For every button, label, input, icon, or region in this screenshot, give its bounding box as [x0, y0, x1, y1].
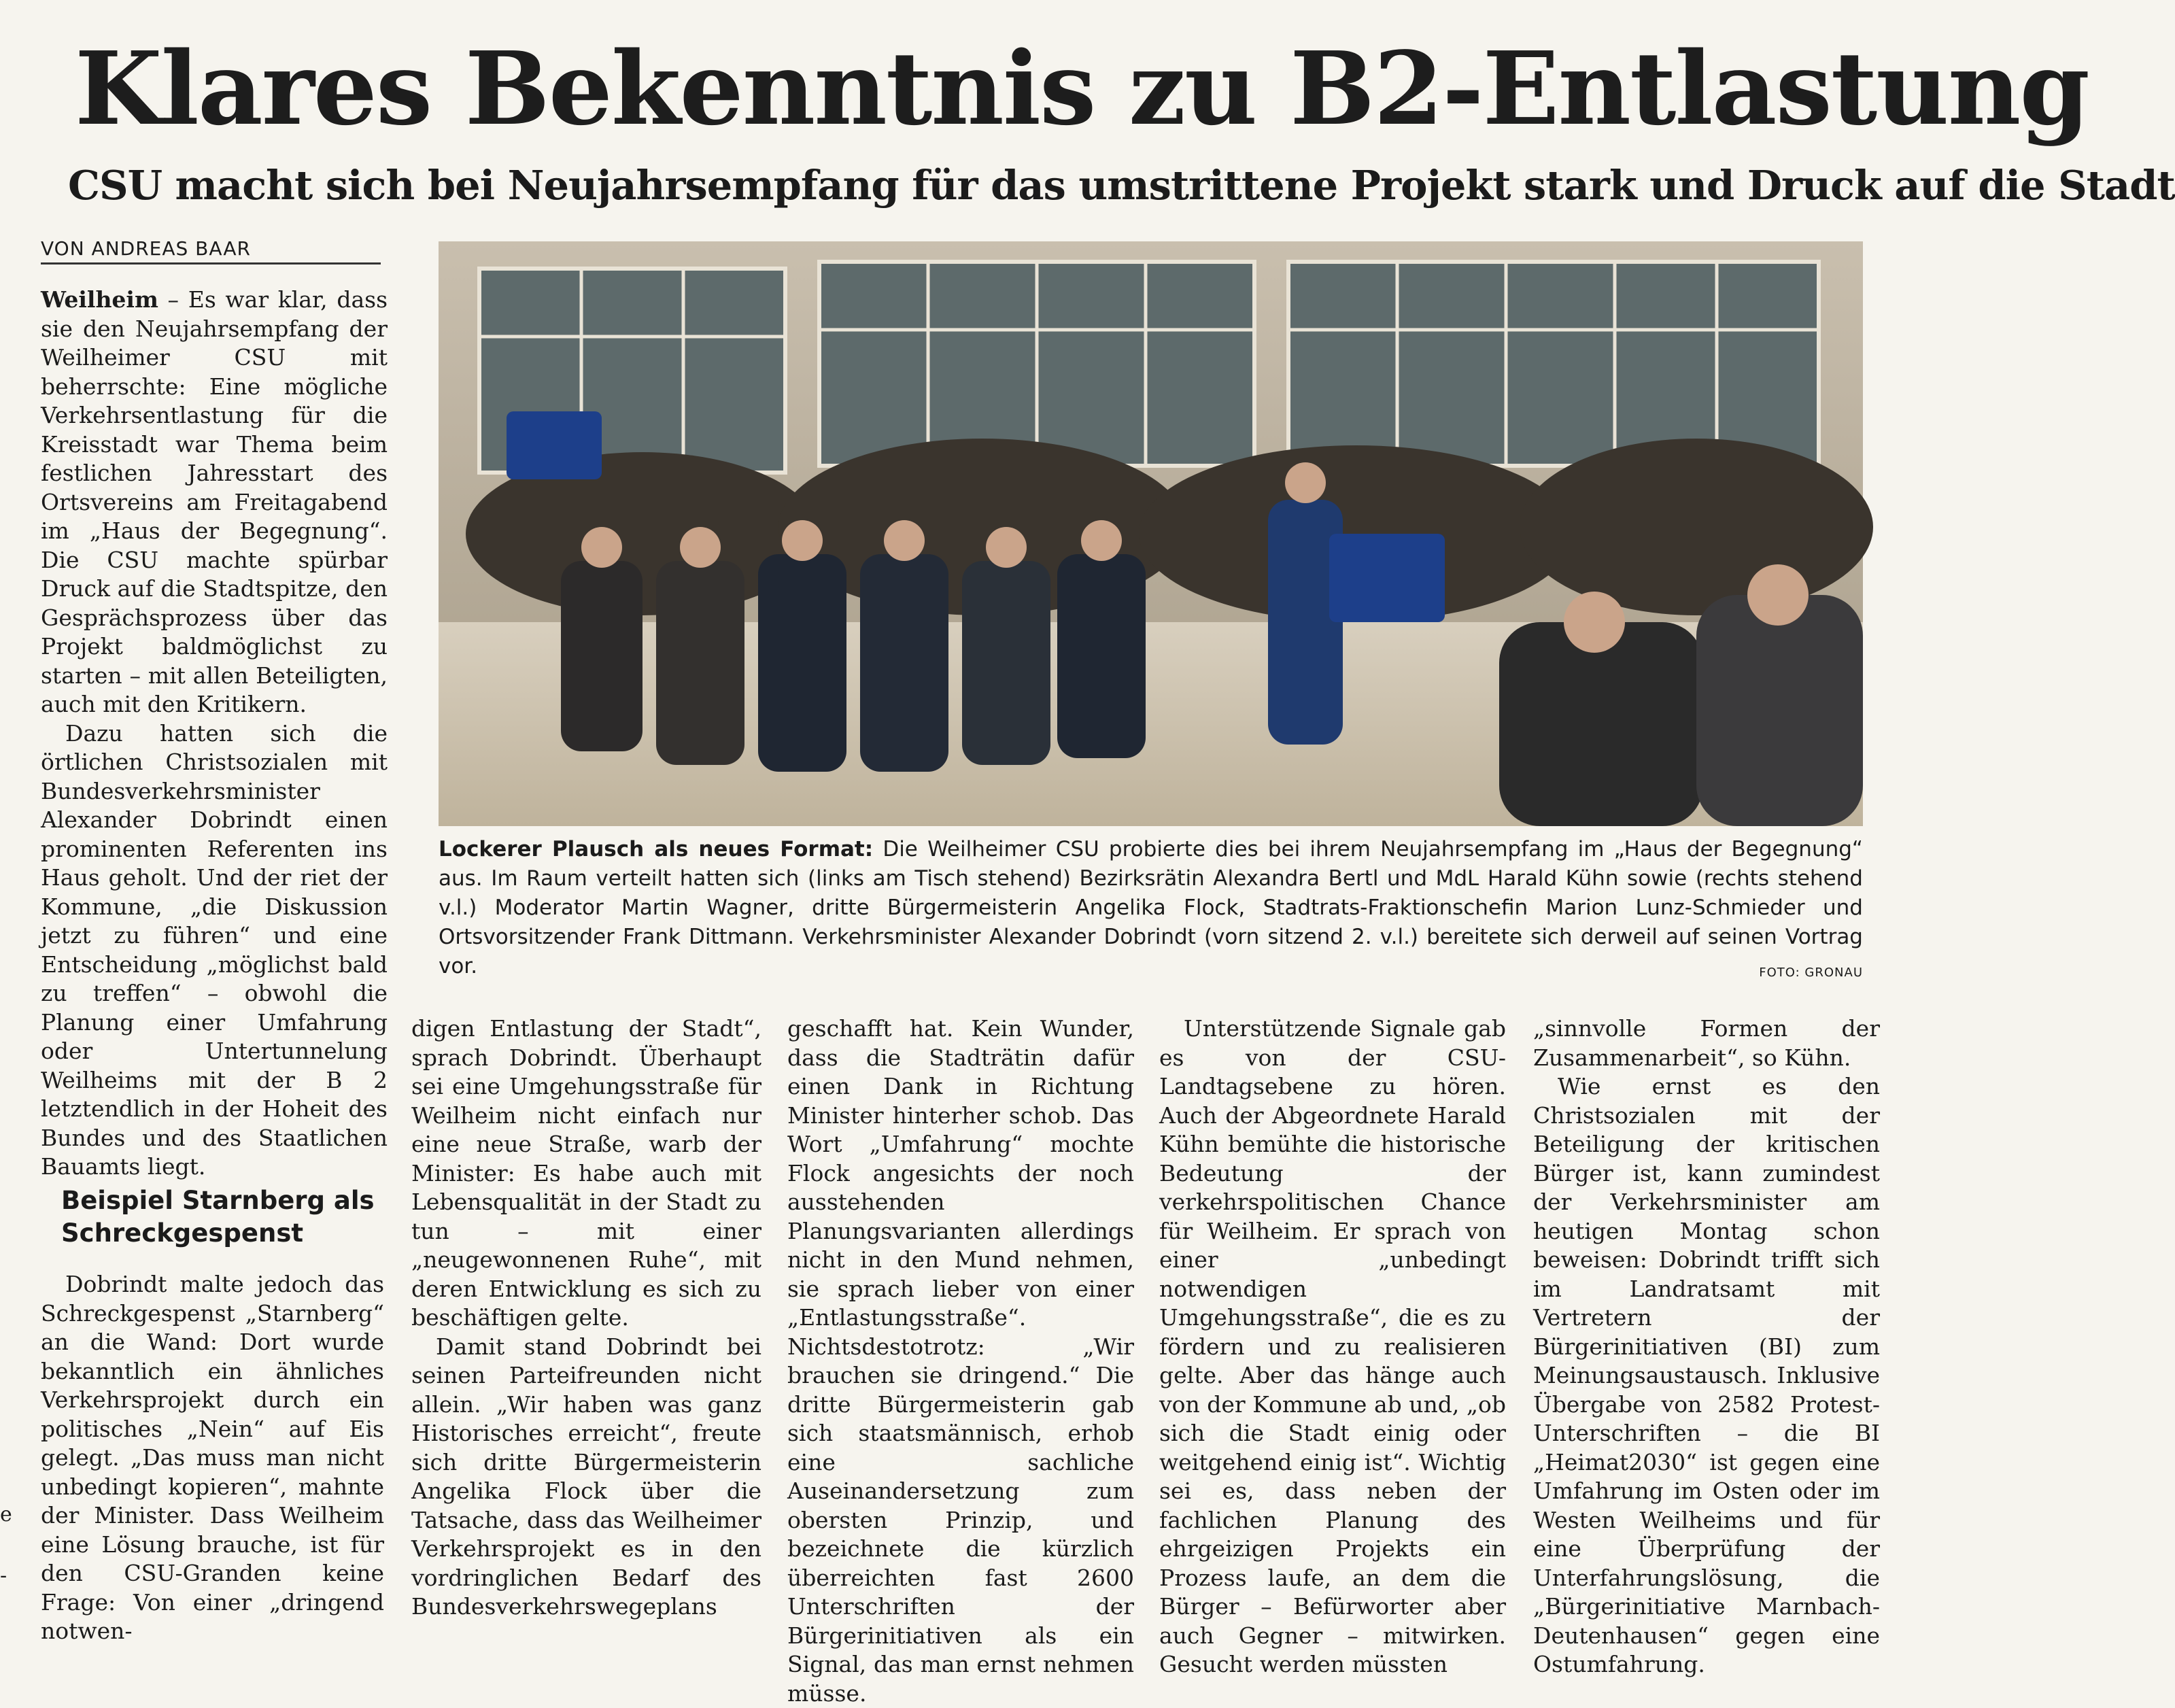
dateline: Weilheim: [41, 286, 158, 313]
caption-lead: Lockerer Plausch als neues Format:: [439, 837, 874, 861]
column-3-paragraph-1: geschafft hat. Kein Wunder, dass die Stadträtin dafür einen Dank in Richtung Minister hinterher schob. Das Wort „Umfahrung“ mochte Flock angesichts der noch ausstehenden Planungsvarianten allerdings nicht in den Mund nehmen, sie sprach lieber von einer „Entlastungsstraße“. Nichtsdestotrotz: „Wir brauchen sie dringend.“ Die dritte Bürgermeisterin gab sich staatsmännisch, erhob eine sachliche Auseinandersetzung zum obersten Prinzip, und bezeichnete die kürzlich überreichten fast 2600 Unterschriften der Bürgerinitiativen als ein Signal, das man ernst nehmen müsse.: [787, 1015, 1134, 1707]
headline: Klares Bekenntnis zu B2-Entlastung: [75, 29, 2089, 148]
column-5: [1533, 1014, 1880, 1679]
intro-paragraph: [41, 286, 388, 719]
subheadline: CSU macht sich bei Neujahrsempfang für das umstrittene Projekt stark und Druck auf die Stadt: [68, 162, 2175, 209]
event-photo: [439, 241, 1863, 826]
column-2-paragraph-1: digen Entlastung der Stadt“, sprach Dobrindt. Überhaupt sei eine Umgehungsstraße für Weilheim nicht einfach nur eine neue Straße, warb der Minister: Es habe auch mit Lebensqualität in der Stadt zu tun – mit einer „neugewonnenen Ruhe“, mit deren Entwicklung es sich zu beschäftigen gelte.: [411, 1015, 761, 1331]
caption-text: Die Weilheimer CSU probierte dies bei ihrem Neujahrsempfang im „Haus der Begegnung“ aus. Im Raum verteilt hatten sich (links am Tisch stehend) Bezirksrätin Alexandra Bertl und MdL Harald Kühn sowie (rechts stehend v.l.) Moderator Martin Wagner, dritte Bürgermeisterin Angelika Flock, Stadtrats-Fraktionschefin Marion Lunz-Schmieder und Ortsvorsitzender Frank Dittmann. Verkehrsminister Alexander Dobrindt (vorn sitzend 2. v.l.) bereitete sich derweil auf seinen Vortrag vor.: [439, 837, 1863, 978]
photo-caption: [439, 835, 1863, 981]
column-1-top: [41, 286, 388, 1182]
byline: VON ANDREAS BAAR: [41, 237, 381, 264]
photo-illustration: [439, 241, 1863, 826]
intro-text: – Es war klar, dass sie den Neujahrsempfang der Weilheimer CSU mit beherrschte: Eine mögliche Verkehrsentlastung für die Kreisstadt war Thema beim festlichen Jahresstart des Ortsvereins am Freitagabend im „Haus der Begegnung“. Die CSU machte spürbar Druck auf die Stadtspitze, den Gesprächsprozess über das Projekt baldmöglichst zu starten – mit allen Beteiligten, auch mit den Kritikern.: [41, 286, 388, 717]
column-4-paragraph-1: Unterstützende Signale gab es von der CSU-Landtagsebene zu hören. Auch der Abgeordnete Harald Kühn bemühte die historische Bedeutung der verkehrspolitischen Chance für Weilheim. Er sprach von einer „unbedingt notwendigen Umgehungsstraße“, die es zu fördern und zu realisieren gelte. Aber das hänge auch von der Kommune ab und, „ob sich die Stadt einig oder weitgehend einig ist“. Wichtig sei es, dass neben der fachlichen Planung des ehrgeizigen Projekts ein Prozess laufe, an dem die Bürger – Befürworter aber auch Gegner – mitwirken. Gesucht werden müssten: [1159, 1015, 1506, 1677]
column-1-bottom: [41, 1270, 384, 1646]
column-3: [787, 1014, 1134, 1708]
paragraph-3: Dobrindt malte jedoch das Schreckgespenst „Starnberg“ an die Wand: Dort wurde bekanntlich ein ähnliches Verkehrsprojekt durch ein politisches „Nein“ auf Eis gelegt. „Das muss man nicht unbedingt kopieren“, mahnte der Minister. Dass Weilheim eine Lösung brauche, ist für den CSU-Granden keine Frage: Von einer „dringend notwen-: [41, 1271, 384, 1644]
paragraph-2: Dazu hatten sich die örtlichen Christsozialen mit Bundesverkehrsminister Alexander Dobrindt einen prominenten Referenten ins Haus geholt. Und der riet der Kommune, „die Diskussion jetzt zu führen“ und eine Entscheidung „möglichst bald zu treffen“ – obwohl die Planung einer Umfahrung oder Untertunnelung Weilheims mit der B 2 letztendlich in der Hoheit des Bundes und des Staatlichen Bauamts liegt.: [41, 719, 388, 1180]
margin-mark-1: e: [0, 1503, 12, 1526]
column-2-paragraph-2: Damit stand Dobrindt bei seinen Parteifreunden nicht allein. „Wir haben was ganz Historisches erreicht“, freute sich dritte Bürgermeisterin Angelika Flock über die Tatsache, dass das Weilheimer Verkehrsprojekt es in den vordringlichen Bedarf des Bundesverkehrswegeplans: [411, 1333, 761, 1620]
column-4: [1159, 1014, 1506, 1679]
column-5-paragraph-1: „sinnvolle Formen der Zusammenarbeit“, so Kühn.: [1533, 1015, 1880, 1071]
column-5-paragraph-2: Wie ernst es den Christsozialen mit der Beteiligung der kritischen Bürger ist, kann zumindest der Verkehrsminister am heutigen Montag schon beweisen: Dobrindt trifft sich im Landratsamt mit Vertretern der Bürgerinitiativen (BI) zum Meinungsaustausch. Inklusive Übergabe von 2582 Protest-Unterschriften – die BI „Heimat2030“ ist gegen eine Umfahrung im Osten oder im Westen Weilheims und für eine Überprüfung der Unterfahrungslösung, die „Bürgerinitiative Marnbach-Deutenhausen“ gegen eine Ostumfahrung.: [1533, 1073, 1880, 1677]
photo-credit: FOTO: GRONAU: [1759, 966, 1863, 980]
windows: [479, 262, 1819, 473]
section-subtitle: Beispiel Starnberg als Schreckgespenst: [61, 1186, 375, 1248]
column-2: [411, 1014, 761, 1622]
margin-mark-2: -: [0, 1564, 7, 1588]
